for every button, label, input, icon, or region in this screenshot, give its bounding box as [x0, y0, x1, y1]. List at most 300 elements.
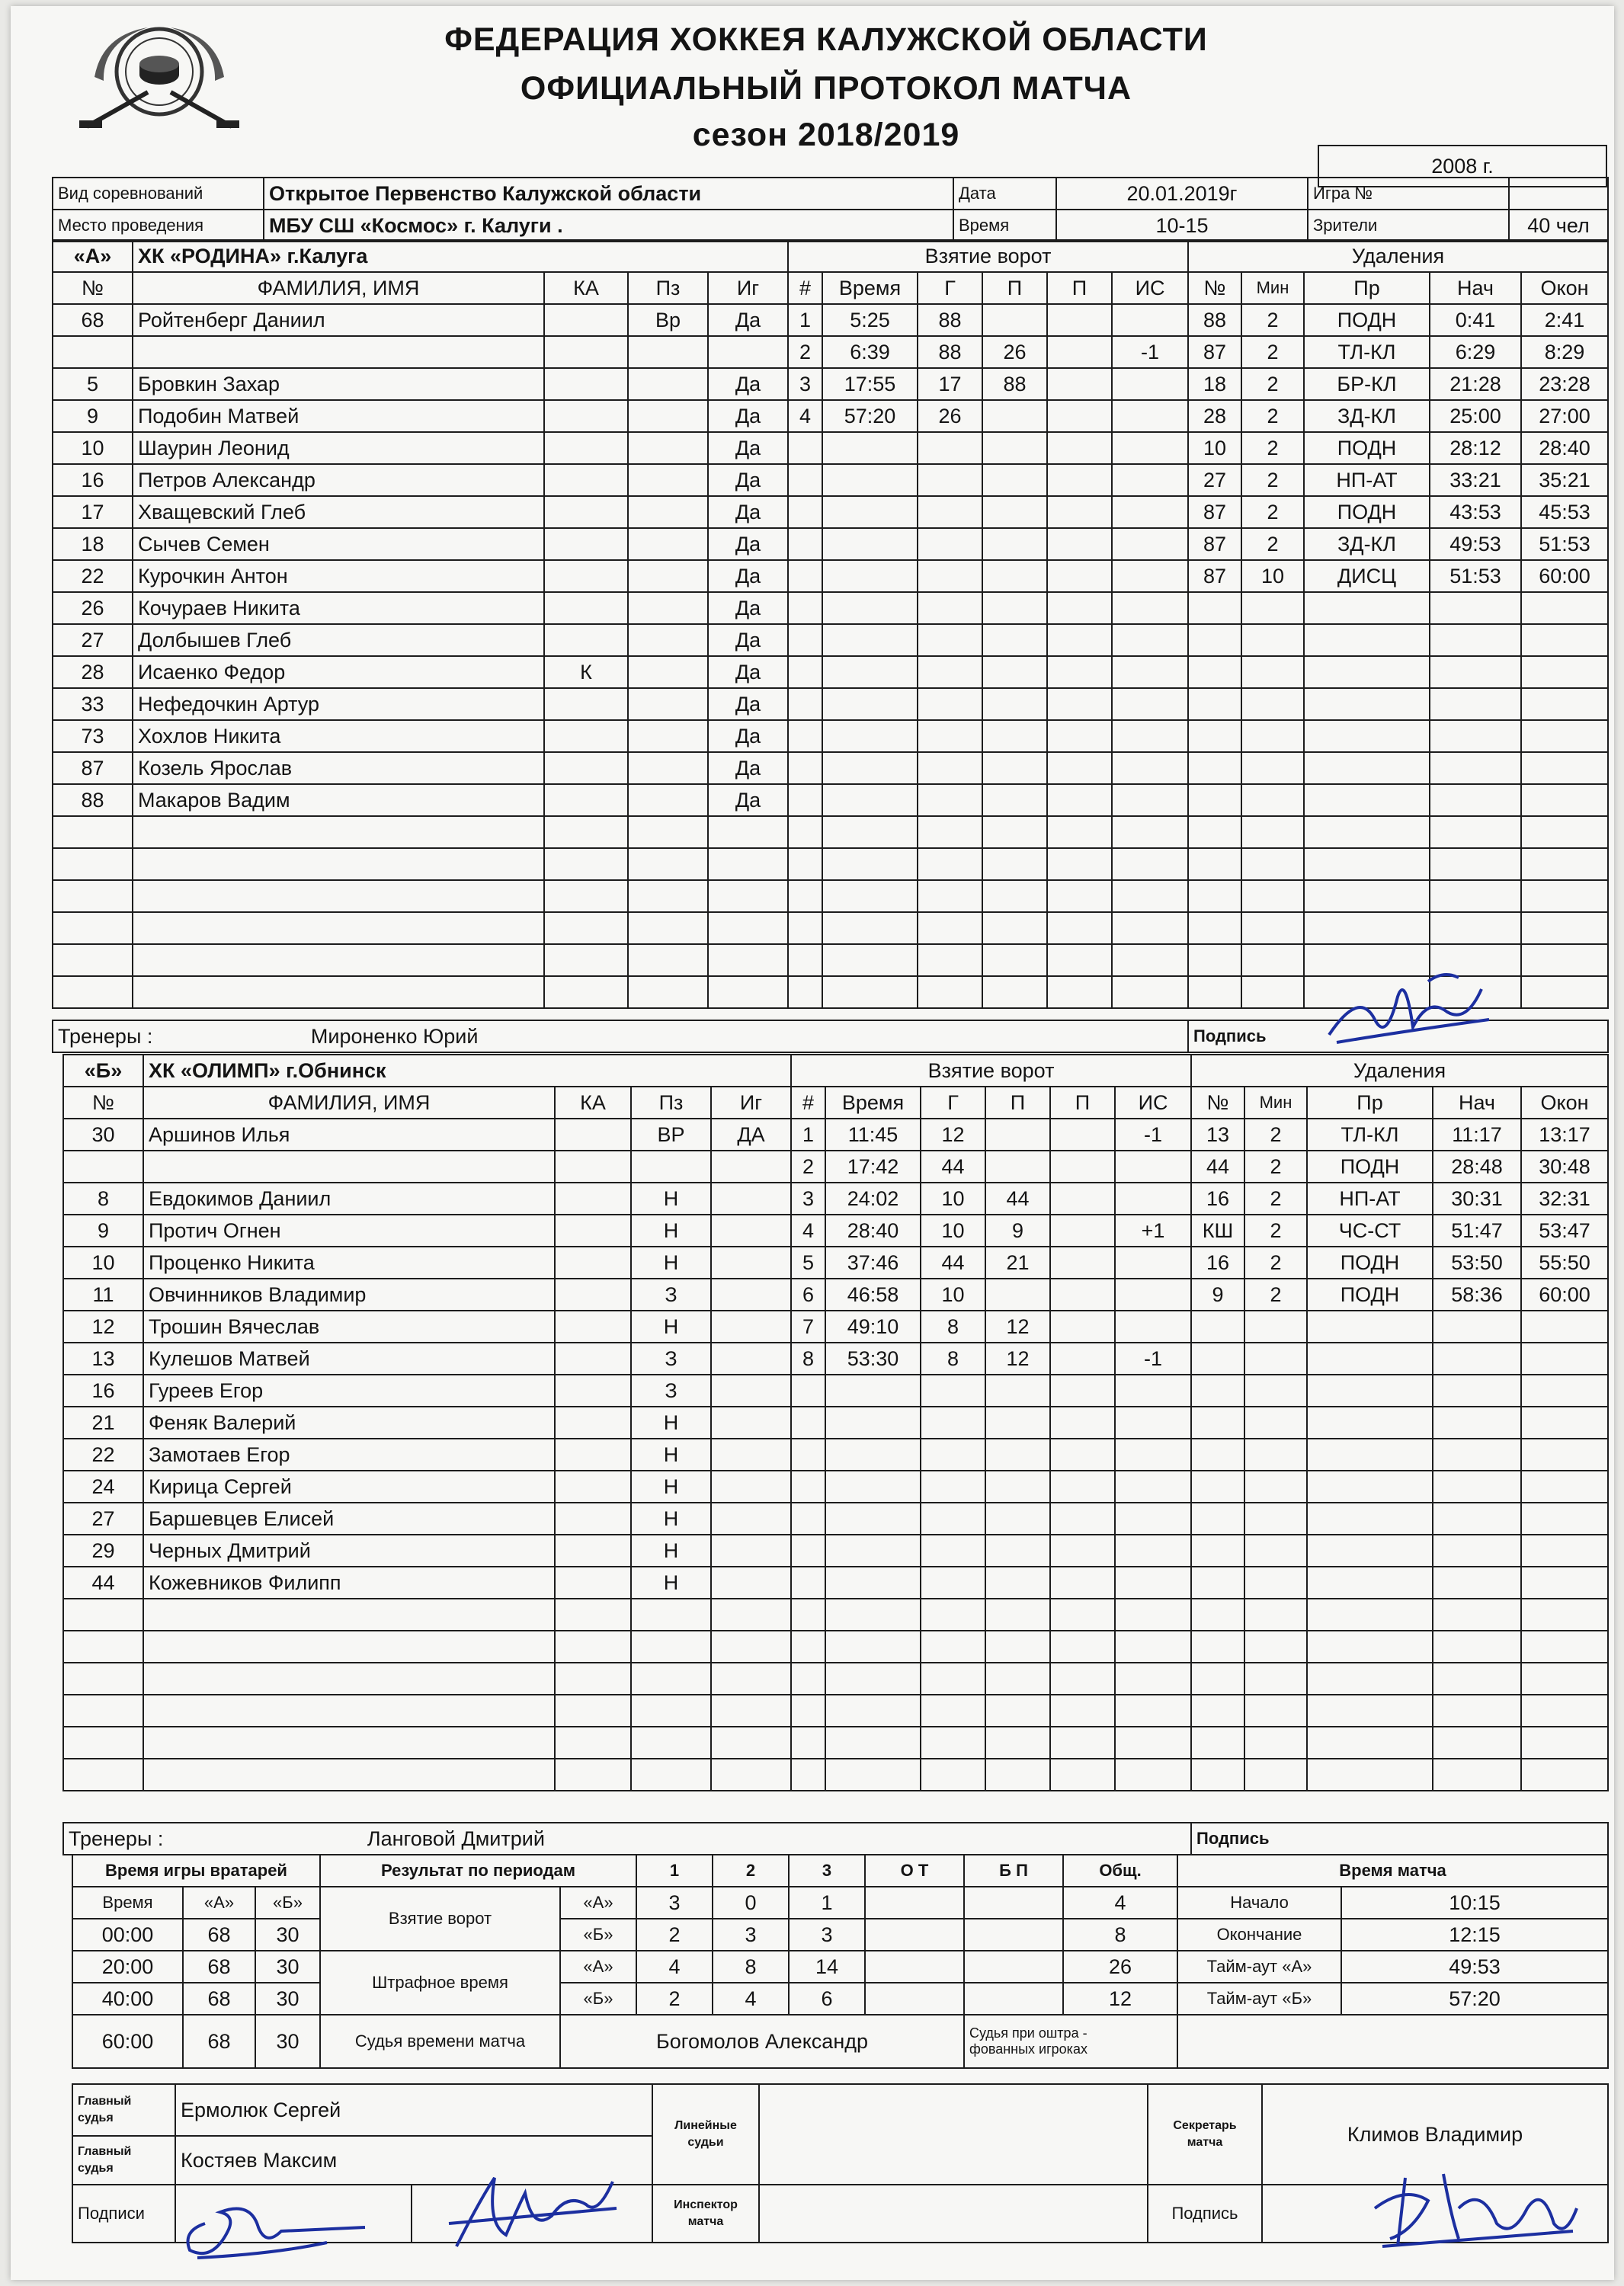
player-name: Баршевцев Елисей: [143, 1503, 555, 1535]
empty-cell: [1112, 464, 1188, 496]
empty-cell: [825, 1631, 921, 1663]
player-name: Овчинников Владимир: [143, 1279, 555, 1311]
goal-n: 8: [791, 1343, 825, 1375]
empty-cell: [822, 752, 918, 784]
team-b-signature-label: Подпись: [1191, 1823, 1608, 1855]
penalty-min: 2: [1241, 464, 1304, 496]
player-name: [133, 336, 544, 368]
col-pen-end: Окон: [1521, 1087, 1608, 1119]
player-position: З: [631, 1343, 711, 1375]
col-pen-start: Нач: [1430, 272, 1521, 304]
player-number: 9: [53, 400, 133, 432]
penalty-start: 33:21: [1430, 464, 1521, 496]
empty-cell: [788, 816, 822, 848]
player-captain: [544, 304, 628, 336]
penalty-row: [1188, 688, 1608, 720]
empty-cell: [1115, 1535, 1191, 1567]
timeout-b-value: 57:20: [1341, 1983, 1608, 2015]
goal-row: [788, 528, 1188, 560]
empty-cell: [1521, 1727, 1608, 1759]
goal-row: [788, 720, 1188, 752]
empty-cell: [921, 1375, 985, 1407]
empty-cell: [1433, 1471, 1521, 1503]
empty-cell: [631, 1631, 711, 1663]
goal-p2: [1050, 1183, 1115, 1215]
penalty-pr: ТЛ-КЛ: [1304, 336, 1430, 368]
empty-cell: [822, 688, 918, 720]
empty-cell: [544, 848, 628, 880]
goals-label: Взятие ворот: [320, 1887, 560, 1951]
player-row: [63, 1599, 791, 1631]
empty-cell: [822, 912, 918, 944]
player-row: [53, 464, 788, 496]
player-number: 29: [63, 1535, 143, 1567]
penalty-pr: БР-КЛ: [1304, 368, 1430, 400]
empty-cell: [1521, 656, 1608, 688]
penalty-row: [1191, 1663, 1608, 1695]
player-captain: [555, 1119, 631, 1151]
player-number: 73: [53, 720, 133, 752]
empty-cell: [1433, 1343, 1521, 1375]
pim-b-total: 12: [1063, 1983, 1177, 2015]
penalty-start: 51:53: [1430, 560, 1521, 592]
empty-cell: [1115, 1471, 1191, 1503]
protocol-title: ОФИЦИАЛЬНЫЙ ПРОТОКОЛ МАТЧА: [520, 70, 1132, 107]
empty-cell: [711, 1599, 791, 1631]
penalty-row: [1191, 1311, 1608, 1343]
period-results-title: Результат по периодам: [320, 1855, 636, 1887]
empty-cell: [1244, 1567, 1307, 1599]
empty-cell: [1047, 624, 1112, 656]
empty-cell: [1521, 1663, 1608, 1695]
penalty-row: [1191, 1183, 1608, 1215]
goal-row: [788, 560, 1188, 592]
player-played: Да: [708, 656, 788, 688]
goal-p2: [1050, 1343, 1115, 1375]
penalty-start: 6:29: [1430, 336, 1521, 368]
goal-p1: 21: [985, 1247, 1050, 1279]
goal-row: [788, 880, 1188, 912]
empty-cell: [1307, 1407, 1433, 1439]
empty-cell: [1115, 1503, 1191, 1535]
col-goal-scorer: Г: [921, 1087, 985, 1119]
player-number: 16: [63, 1375, 143, 1407]
empty-cell: [1241, 720, 1304, 752]
penalty-pr: ПОДН: [1304, 432, 1430, 464]
empty-cell: [711, 1759, 791, 1791]
penalty-row: [1188, 496, 1608, 528]
empty-cell: [791, 1439, 825, 1471]
empty-cell: [918, 720, 982, 752]
goals-b-p2: 3: [713, 1919, 789, 1951]
empty-cell: [791, 1503, 825, 1535]
empty-cell: [1112, 912, 1188, 944]
empty-cell: [1244, 1503, 1307, 1535]
goals-a-total: 4: [1063, 1887, 1177, 1919]
goal-row: [791, 1375, 1191, 1407]
empty-cell: [985, 1759, 1050, 1791]
player-name: Кожевников Филипп: [143, 1567, 555, 1599]
empty-cell: [921, 1407, 985, 1439]
player-position: З: [631, 1279, 711, 1311]
player-number: 9: [63, 1215, 143, 1247]
empty-cell: [825, 1599, 921, 1631]
player-played: Да: [708, 496, 788, 528]
penalty-end: 55:50: [1521, 1247, 1608, 1279]
goal-p1: 26: [982, 336, 1047, 368]
empty-cell: [1047, 688, 1112, 720]
empty-cell: [982, 848, 1047, 880]
team-b-coach-cell: [63, 1823, 1191, 1855]
col-pen-num: №: [1188, 272, 1241, 304]
penalty-row: [1191, 1375, 1608, 1407]
empty-cell: [1521, 1407, 1608, 1439]
linesmen-label: Линейные судьи: [652, 2084, 759, 2185]
goal-row: [791, 1663, 1191, 1695]
empty-cell: [791, 1375, 825, 1407]
empty-cell: [788, 752, 822, 784]
penalty-end: 35:21: [1521, 464, 1608, 496]
player-captain: [544, 496, 628, 528]
penalty-row: [1191, 1279, 1608, 1311]
empty-cell: [1244, 1375, 1307, 1407]
empty-cell: [822, 784, 918, 816]
player-name: Кулешов Матвей: [143, 1343, 555, 1375]
referee2-signature: [434, 2163, 647, 2262]
summary-table: [72, 1854, 1609, 2069]
empty-cell: [1304, 784, 1430, 816]
penalty-row: [1191, 1471, 1608, 1503]
empty-cell: [143, 1599, 555, 1631]
player-row: [63, 1311, 791, 1343]
empty-cell: [1191, 1311, 1244, 1343]
penalty-num: КШ: [1191, 1215, 1244, 1247]
goals-b-p1: 2: [636, 1919, 713, 1951]
player-row: [53, 592, 788, 624]
player-name: Хващевский Глеб: [133, 496, 544, 528]
empty-cell: [1191, 1375, 1244, 1407]
empty-cell: [143, 1663, 555, 1695]
col-pz: Пз: [628, 272, 708, 304]
pim-a-ot: [865, 1951, 964, 1983]
end-label: Окончание: [1177, 1919, 1341, 1951]
player-row: [63, 1407, 791, 1439]
empty-cell: [822, 592, 918, 624]
empty-cell: [1521, 1343, 1608, 1375]
empty-cell: [822, 976, 918, 1008]
federation-logo: [72, 20, 247, 134]
penalty-min: 2: [1241, 432, 1304, 464]
penalty-end: 28:40: [1521, 432, 1608, 464]
goal-is: [1115, 1183, 1191, 1215]
empty-cell: [985, 1663, 1050, 1695]
player-row: [53, 784, 788, 816]
spectators-value: 40 чел: [1509, 210, 1608, 242]
player-name: Ройтенберг Даниил: [133, 304, 544, 336]
penalty-row: [1188, 400, 1608, 432]
penalty-pr: ПОДН: [1304, 304, 1430, 336]
empty-cell: [825, 1439, 921, 1471]
empty-cell: [788, 912, 822, 944]
empty-cell: [1188, 720, 1241, 752]
col-goal-scorer: Г: [918, 272, 982, 304]
penalty-end: 32:31: [1521, 1183, 1608, 1215]
goal-is: [1112, 368, 1188, 400]
empty-cell: [628, 816, 708, 848]
player-row: [63, 1663, 791, 1695]
player-captain: [544, 432, 628, 464]
goals-b-p3: 3: [789, 1919, 865, 1951]
penalty-judge: [1177, 2015, 1608, 2068]
empty-cell: [1307, 1663, 1433, 1695]
empty-cell: [788, 784, 822, 816]
goal-row: [791, 1407, 1191, 1439]
player-played: Да: [708, 400, 788, 432]
goal-row: [791, 1631, 1191, 1663]
penalty-pr: ЧС-СТ: [1307, 1215, 1433, 1247]
goal-p2: [1050, 1215, 1115, 1247]
player-position: [631, 1151, 711, 1183]
goal-n: 2: [791, 1151, 825, 1183]
col-num: №: [63, 1087, 143, 1119]
empty-cell: [791, 1471, 825, 1503]
player-played: [711, 1247, 791, 1279]
penalty-end: 51:53: [1521, 528, 1608, 560]
goals-a-p1: 3: [636, 1887, 713, 1919]
empty-cell: [1304, 656, 1430, 688]
col-pen-start: Нач: [1433, 1087, 1521, 1119]
penalty-start: 21:28: [1430, 368, 1521, 400]
empty-cell: [788, 880, 822, 912]
empty-cell: [63, 1759, 143, 1791]
year-cell: 2008 г.: [1318, 146, 1606, 187]
empty-cell: [1115, 1695, 1191, 1727]
goal-g: 8: [921, 1311, 985, 1343]
player-number: 44: [63, 1567, 143, 1599]
player-name: Сычев Семен: [133, 528, 544, 560]
empty-cell: [1047, 432, 1112, 464]
penalty-pr: НП-АТ: [1304, 464, 1430, 496]
empty-cell: [1188, 976, 1241, 1008]
empty-cell: [1112, 720, 1188, 752]
goal-is: +1: [1115, 1215, 1191, 1247]
empty-cell: [788, 848, 822, 880]
empty-cell: [791, 1759, 825, 1791]
empty-cell: [133, 912, 544, 944]
empty-cell: [1115, 1439, 1191, 1471]
player-position: Н: [631, 1503, 711, 1535]
player-row: [53, 304, 788, 336]
empty-cell: [1047, 816, 1112, 848]
player-played: Да: [708, 720, 788, 752]
empty-cell: [1047, 848, 1112, 880]
empty-cell: [918, 592, 982, 624]
empty-cell: [1521, 592, 1608, 624]
empty-cell: [1241, 912, 1304, 944]
empty-cell: [631, 1599, 711, 1631]
penalties-title: Удаления: [1188, 240, 1608, 272]
empty-cell: [1433, 1535, 1521, 1567]
goal-row: [791, 1215, 1191, 1247]
empty-cell: [63, 1727, 143, 1759]
empty-cell: [1241, 976, 1304, 1008]
goal-row: [788, 336, 1188, 368]
penalty-pr: ПОДН: [1307, 1151, 1433, 1183]
competition-label: Вид соревнований: [53, 178, 264, 210]
empty-cell: [1307, 1631, 1433, 1663]
player-captain: [555, 1247, 631, 1279]
col-pen-reason: Пр: [1307, 1087, 1433, 1119]
empty-cell: [1433, 1567, 1521, 1599]
empty-cell: [822, 880, 918, 912]
empty-cell: [53, 880, 133, 912]
empty-cell: [1433, 1759, 1521, 1791]
penalty-min: 2: [1241, 304, 1304, 336]
goal-is: -1: [1112, 336, 1188, 368]
goal-g: 44: [921, 1151, 985, 1183]
empty-cell: [555, 1695, 631, 1727]
empty-cell: [1050, 1663, 1115, 1695]
empty-cell: [788, 496, 822, 528]
empty-cell: [1188, 592, 1241, 624]
player-position: [628, 432, 708, 464]
pim-team-a-label: «А»: [560, 1951, 636, 1983]
goal-g: 88: [918, 336, 982, 368]
gk-row-b: 30: [255, 1951, 320, 1983]
goal-time: 28:40: [825, 1215, 921, 1247]
goal-row: [791, 1311, 1191, 1343]
empty-cell: [1188, 688, 1241, 720]
empty-cell: [628, 848, 708, 880]
protocol-sheet: [11, 6, 1614, 2280]
empty-cell: [1191, 1695, 1244, 1727]
empty-cell: [918, 880, 982, 912]
empty-cell: [982, 592, 1047, 624]
goal-n: 7: [791, 1311, 825, 1343]
player-position: [628, 624, 708, 656]
player-played: Да: [708, 304, 788, 336]
empty-cell: [788, 720, 822, 752]
venue-label: Место проведения: [53, 210, 264, 242]
penalty-row: [1191, 1695, 1608, 1727]
empty-cell: [921, 1503, 985, 1535]
empty-cell: [1241, 656, 1304, 688]
penalty-num: 18: [1188, 368, 1241, 400]
penalty-row: [1188, 560, 1608, 592]
empty-cell: [544, 976, 628, 1008]
empty-cell: [1521, 1535, 1608, 1567]
empty-cell: [628, 976, 708, 1008]
goal-g: 10: [921, 1183, 985, 1215]
player-played: [711, 1183, 791, 1215]
penalty-row: [1188, 464, 1608, 496]
empty-cell: [1047, 912, 1112, 944]
player-number: 33: [53, 688, 133, 720]
goal-row: [791, 1151, 1191, 1183]
goal-p2: [1047, 400, 1112, 432]
player-captain: [555, 1439, 631, 1471]
player-name: Подобин Матвей: [133, 400, 544, 432]
goal-row: [788, 592, 1188, 624]
goal-row: [791, 1183, 1191, 1215]
goal-p2: [1047, 304, 1112, 336]
empty-cell: [1304, 880, 1430, 912]
empty-cell: [982, 528, 1047, 560]
goal-time: 46:58: [825, 1279, 921, 1311]
col-goal-situation: ИС: [1115, 1087, 1191, 1119]
empty-cell: [825, 1759, 921, 1791]
player-row: [63, 1215, 791, 1247]
penalty-row: [1188, 784, 1608, 816]
empty-cell: [1430, 912, 1521, 944]
goal-row: [788, 816, 1188, 848]
start-value: 10:15: [1341, 1887, 1608, 1919]
goal-p1: [985, 1119, 1050, 1151]
penalty-min: 2: [1241, 528, 1304, 560]
player-row: [63, 1535, 791, 1567]
player-name: Замотаев Егор: [143, 1439, 555, 1471]
penalty-pr: ПОДН: [1307, 1279, 1433, 1311]
empty-cell: [918, 688, 982, 720]
goal-g: 26: [918, 400, 982, 432]
goal-p1: 44: [985, 1183, 1050, 1215]
player-captain: [555, 1343, 631, 1375]
penalty-row: [1188, 880, 1608, 912]
empty-cell: [1050, 1471, 1115, 1503]
goal-row: [788, 432, 1188, 464]
gk-row-a: 68: [183, 2015, 255, 2068]
empty-cell: [555, 1663, 631, 1695]
goal-row: [791, 1503, 1191, 1535]
gk-row-time: 60:00: [72, 2015, 183, 2068]
empty-cell: [628, 880, 708, 912]
empty-cell: [1307, 1599, 1433, 1631]
penalty-min: 2: [1241, 336, 1304, 368]
empty-cell: [825, 1407, 921, 1439]
player-captain: К: [544, 656, 628, 688]
empty-cell: [708, 912, 788, 944]
goal-g: 88: [918, 304, 982, 336]
empty-cell: [985, 1567, 1050, 1599]
penalty-pr: ТЛ-КЛ: [1307, 1119, 1433, 1151]
empty-cell: [133, 976, 544, 1008]
empty-cell: [1241, 624, 1304, 656]
timeout-b-label: Тайм-аут «Б»: [1177, 1983, 1341, 2015]
penalty-end: 60:00: [1521, 560, 1608, 592]
empty-cell: [985, 1695, 1050, 1727]
empty-cell: [1047, 560, 1112, 592]
empty-cell: [822, 848, 918, 880]
start-label: Начало: [1177, 1887, 1341, 1919]
empty-cell: [1430, 752, 1521, 784]
empty-cell: [1191, 1759, 1244, 1791]
player-number: 68: [53, 304, 133, 336]
player-played: [708, 336, 788, 368]
goal-p2: [1050, 1151, 1115, 1183]
empty-cell: [825, 1535, 921, 1567]
referee1-signature: [175, 2185, 380, 2269]
empty-cell: [1191, 1471, 1244, 1503]
player-position: [628, 720, 708, 752]
empty-cell: [1191, 1503, 1244, 1535]
player-position: [628, 656, 708, 688]
col-goal-assist2: П: [1047, 272, 1112, 304]
penalty-end: 27:00: [1521, 400, 1608, 432]
player-number: 16: [53, 464, 133, 496]
goal-time: 24:02: [825, 1183, 921, 1215]
penalty-row: [1191, 1567, 1608, 1599]
empty-cell: [1188, 784, 1241, 816]
